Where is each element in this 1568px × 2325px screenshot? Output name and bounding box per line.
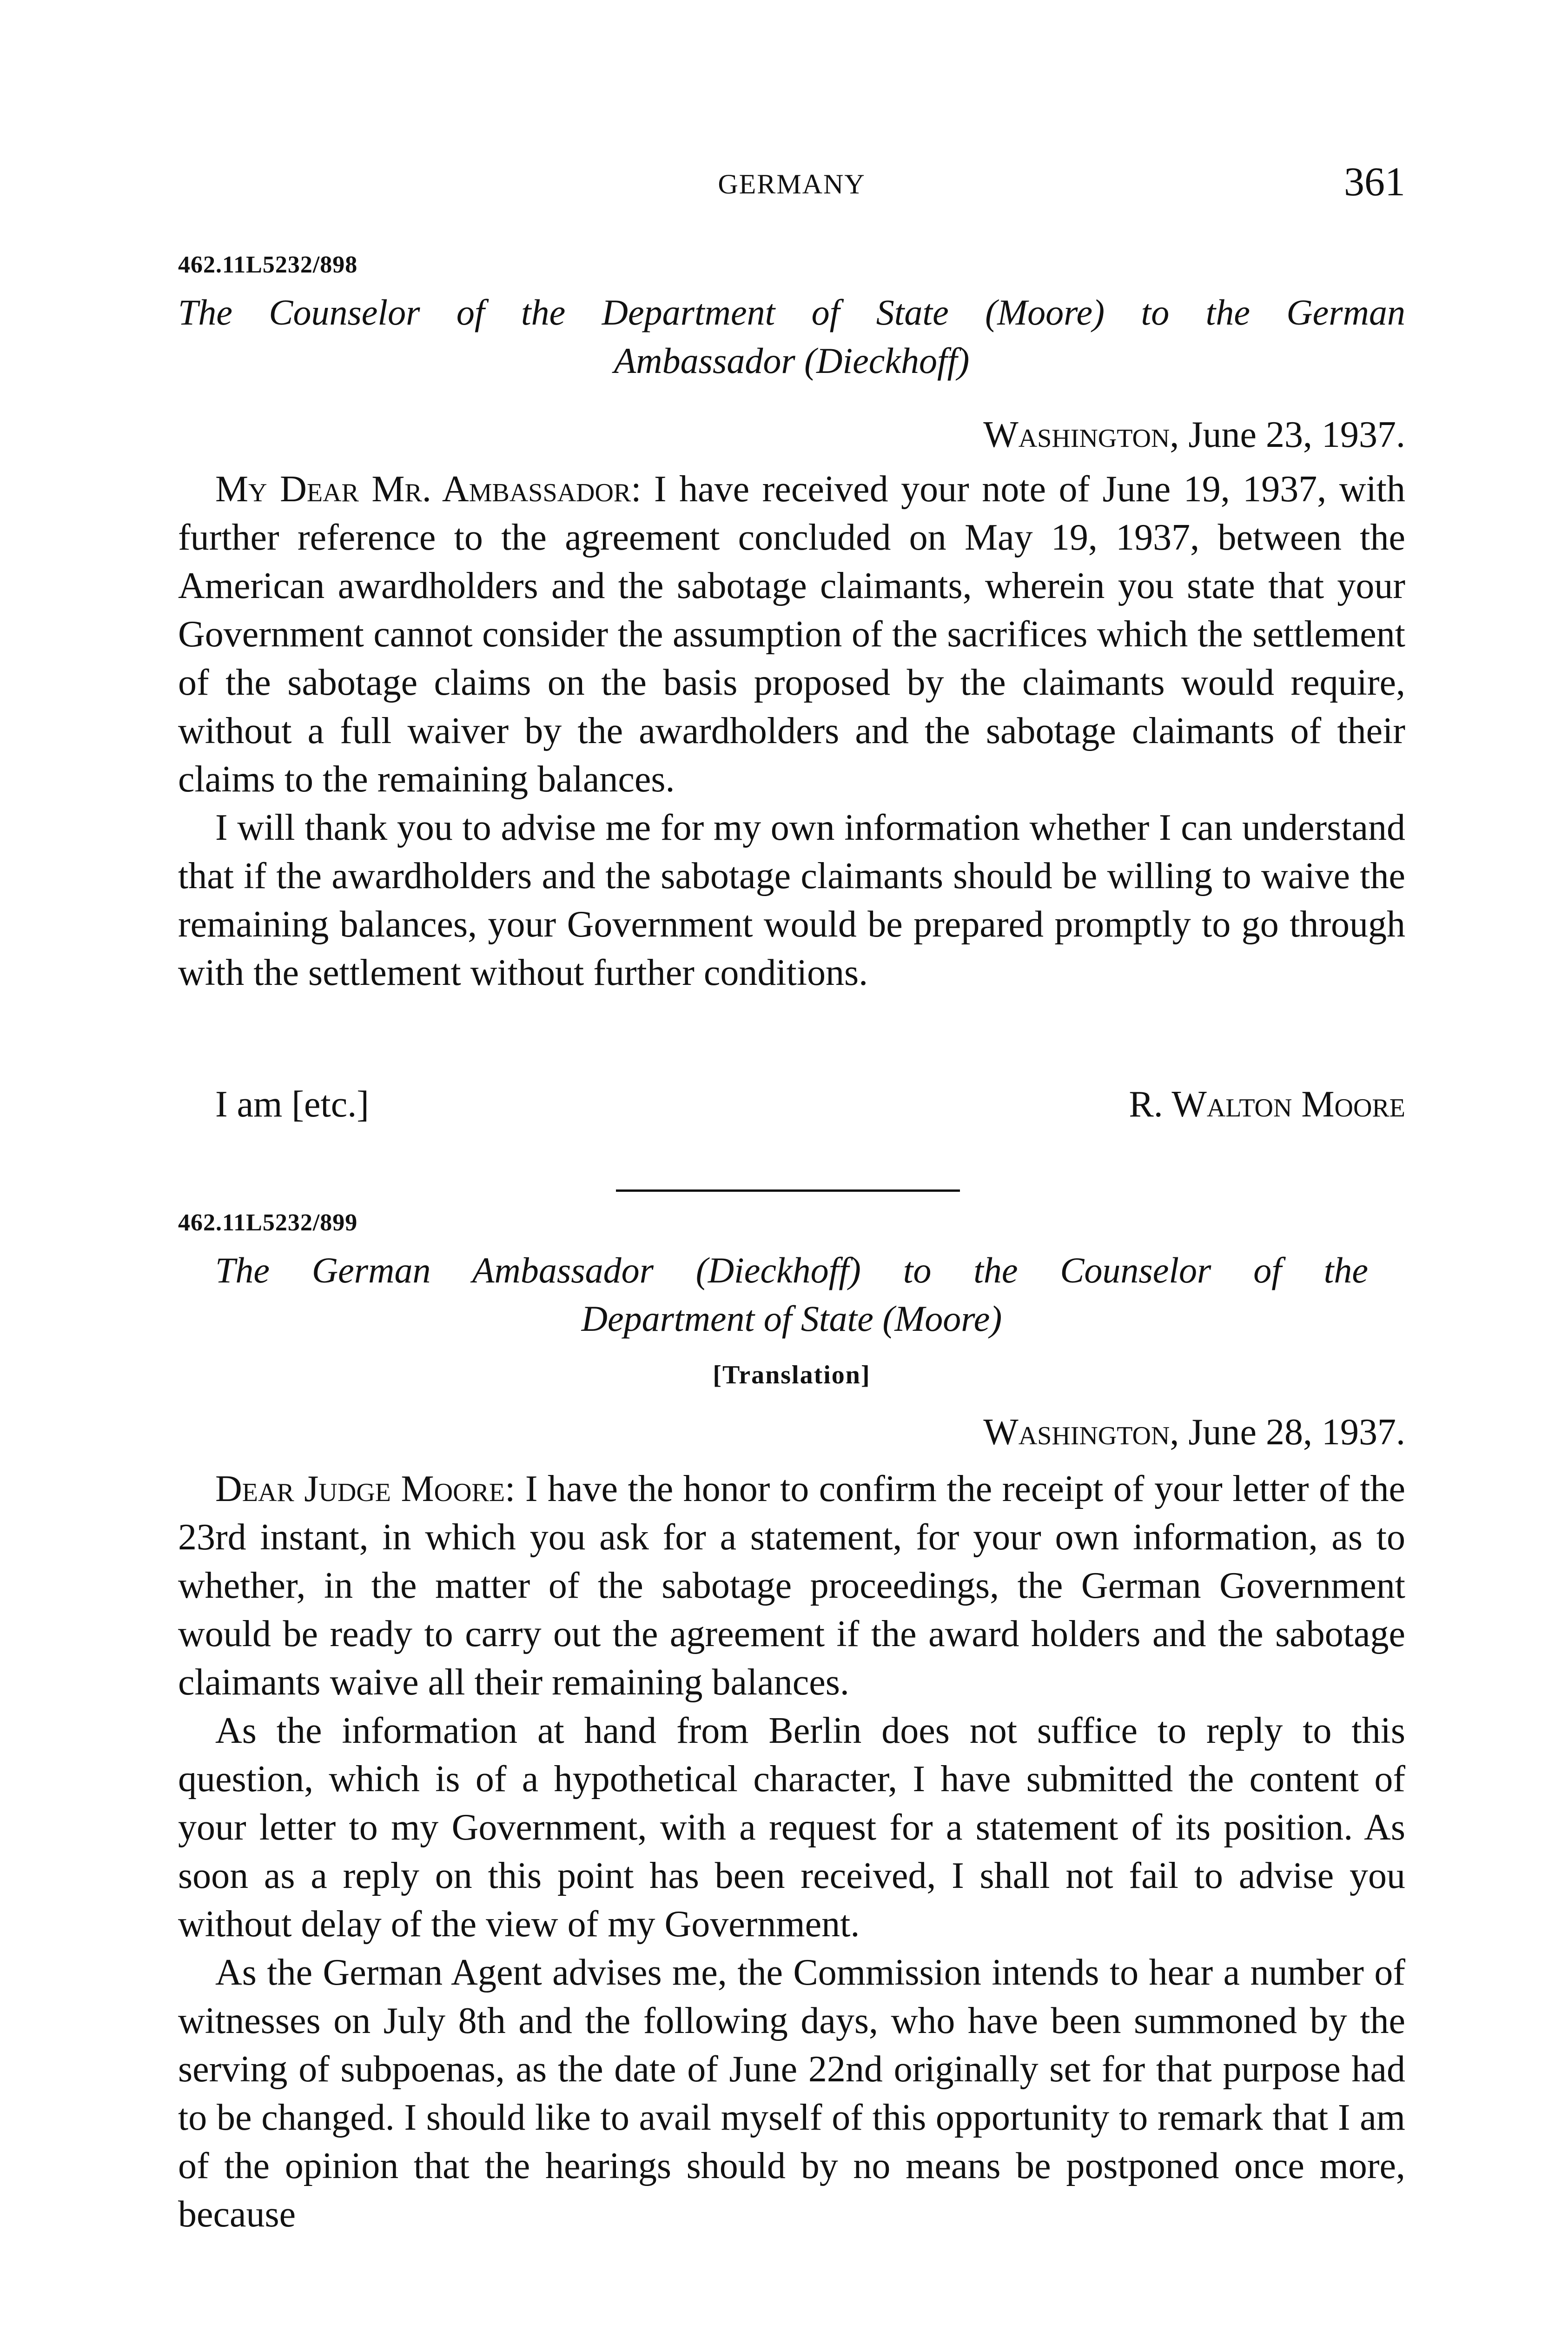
document-title-line-1: The German Ambassador (Dieckhoff) to the Counselor of the <box>215 1250 1368 1290</box>
document-title-line-2: Ambassador (Dieckhoff) <box>614 340 970 381</box>
document-title-dieckhoff-to-moore <box>178 1246 1405 1343</box>
letter-paragraph: As the information at hand from Berlin does not suffice to reply to this question, which is of a hypothetical character, I have submitted the content of your letter to my Government, with a request for a statement of its position. As soon as a reply on this point has been received, I shall not fail to advise you without delay of the view of my Government. <box>178 1710 1405 1945</box>
letter-closing <box>178 1083 1405 1135</box>
paragraph-text: : I have the honor to confirm the receipt of your letter of the 23rd instant, in which you ask for a statement, for your own information, as to whether, in the matter of the sabotage proceedings, the German Government would be ready to carry out the agreement if the award holders and the sabotage claimants waive all their remaining balances. <box>178 1468 1406 1703</box>
document-title-moore-to-dieckhoff <box>178 288 1405 385</box>
running-title: GERMANY <box>718 169 866 199</box>
dateline-date: , June 28, 1937. <box>1170 1412 1405 1453</box>
dateline-place: Washington <box>983 414 1170 455</box>
dateline <box>983 1411 1405 1454</box>
letter-body-1 <box>178 465 1405 997</box>
translation-note: [Translation] <box>713 1361 871 1389</box>
section-divider <box>616 1189 960 1192</box>
file-number-898: 462.11L5232/898 <box>178 252 358 278</box>
letter-body-2 <box>178 1465 1405 2239</box>
dateline <box>983 414 1405 456</box>
letter-paragraph <box>178 1465 1405 1707</box>
document-page <box>178 0 1405 2325</box>
file-number-899: 462.11L5232/899 <box>178 1209 358 1236</box>
salutation: Dear Judge Moore <box>215 1468 505 1509</box>
letter-paragraph: I will thank you to advise me for my own information whether I can understand that if the awardholders and the sabotage claimants should be willing to waive the remaining balances, your Government would be prepared promptly to go through with the settlement without further conditions. <box>178 807 1405 993</box>
dateline-place: Washington <box>983 1412 1170 1453</box>
running-header <box>178 159 1405 213</box>
page-number: 361 <box>1344 159 1405 205</box>
complimentary-close: I am [etc.] <box>215 1084 369 1125</box>
signature: R. Walton Moore <box>1129 1084 1405 1125</box>
document-title-line-2: Department of State (Moore) <box>581 1298 1002 1339</box>
salutation: My Dear Mr. Ambassador <box>215 469 631 510</box>
dateline-date: , June 23, 1937. <box>1170 414 1405 455</box>
document-title-line-1: The Counselor of the Department of State (Moore) to the German <box>178 292 1405 332</box>
letter-paragraph: As the German Agent advises me, the Commission intends to hear a number of witnesses on July 8th and the following days, who have been summoned by the serving of subpoenas, as the date of June 22nd originally set for that purpose had to be changed. I should like to avail myself of this opportunity to remark that I am of the opinion that the hearings should by no means be postponed once more, because <box>178 1952 1405 2235</box>
letter-paragraph <box>178 465 1405 804</box>
paragraph-text: : I have received your note of June 19, 1937, with further reference to the agreement concluded on May 19, 1937, between the American awardholders and the sabotage claimants, wherein you state that your Government cannot consider the assumption of the sacrifices which the settlement of the sabotage claims on the basis proposed by the claimants would require, without a full waiver by the awardholders and the sabotage claimants of their claims to the remaining balances. <box>178 469 1405 800</box>
